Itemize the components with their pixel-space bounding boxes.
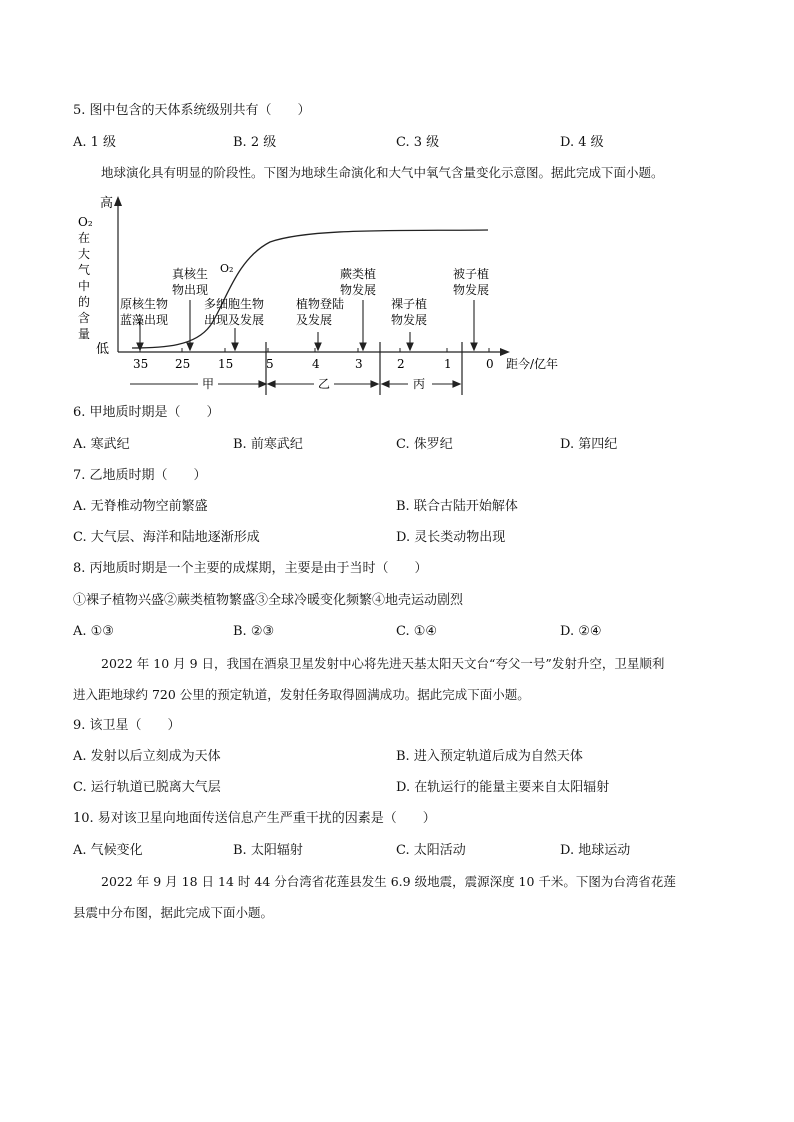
intro-evolution: 地球演化具有明显的阶段性。下图为地球生命演化和大气中氧气含量变化示意图。据此完成下面小题。 [101, 165, 664, 180]
q10-option-c: C. 太阳活动 [396, 843, 466, 858]
x-tick-label: 5 [266, 357, 274, 371]
q8-option-a: A. ①③ [73, 624, 114, 639]
q9-option-c: C. 运行轨道已脱离大气层 [73, 780, 221, 795]
y-title-char: 含 [78, 311, 91, 325]
intro-satellite-line1: 2022 年 10 月 9 日，我国在酒泉卫星发射中心将先进天基太阳天文台“夸父一号”发射升空，卫星顺利 [101, 656, 665, 671]
q8-option-b: B. ②③ [233, 624, 275, 639]
q6-option-d: D. 第四纪 [560, 437, 618, 452]
y-title-char: 的 [78, 295, 91, 309]
q10-stem: 10. 易对该卫星向地面传送信息产生严重干扰的因素是（ ） [73, 811, 436, 826]
intro-earthquake-line1: 2022 年 9 月 18 日 14 时 44 分台湾省花莲县发生 6.9 级地震，震源深度 10 千米。下图为台湾省花莲 [101, 874, 676, 889]
q6-option-a: A. 寒武纪 [73, 437, 130, 452]
q5-option-d: D. 4 级 [560, 135, 604, 150]
event-arrowhead [407, 343, 413, 350]
q5-option-c: C. 3 级 [396, 135, 440, 150]
x-tick-label: 3 [355, 357, 363, 371]
q5-stem: 5. 图中包含的天体系统级别共有（ ） [73, 103, 311, 118]
x-axis-unit: 距今/亿年 [506, 357, 559, 371]
event-label: 物发展 [453, 283, 490, 297]
q10-option-b: B. 太阳辐射 [233, 843, 303, 858]
event-label: 出现及发展 [204, 313, 265, 327]
event-label: 真核生 [172, 267, 209, 281]
q6-stem: 6. 甲地质时期是（ ） [73, 405, 220, 420]
y-axis-arrow [114, 196, 122, 206]
event-label: 被子植 [453, 267, 490, 281]
x-tick-label: 25 [175, 357, 191, 371]
event-arrowhead [315, 343, 321, 350]
y-title-char: 在 [78, 231, 91, 245]
q8-option-d: D. ②④ [560, 624, 602, 639]
q6-option-b: B. 前寒武纪 [233, 437, 303, 452]
q9-option-a: A. 发射以后立刻成为天体 [73, 749, 221, 764]
y-title-char: O₂ [78, 215, 93, 229]
q8-option-c: C. ①④ [396, 624, 438, 639]
event-arrowhead [187, 343, 193, 350]
y-high-label: 高 [100, 196, 114, 211]
q5-option-a: A. 1 级 [73, 135, 117, 150]
event-label: 植物登陆 [296, 297, 345, 311]
event-label: 原核生物 [120, 297, 169, 311]
event-label: 及发展 [296, 313, 333, 327]
event-label: 物出现 [172, 283, 209, 297]
q8-stem: 8. 丙地质时期是一个主要的成煤期，主要是由于当时（ ） [73, 561, 428, 576]
period-label-yi: 乙 [318, 377, 331, 391]
q10-option-d: D. 地球运动 [560, 843, 631, 858]
q5-option-b: B. 2 级 [233, 135, 277, 150]
event-label: 裸子植 [391, 297, 428, 311]
intro-satellite-line2: 进入距地球约 720 公里的预定轨道，发射任务取得圆满成功。据此完成下面小题。 [73, 687, 530, 702]
x-tick-label: 0 [486, 357, 494, 371]
x-tick-label: 2 [397, 357, 405, 371]
y-title-char: 量 [78, 327, 91, 341]
event-label: 物发展 [340, 283, 377, 297]
event-label: 蓝藻出现 [120, 313, 169, 327]
event-label: 蕨类植 [340, 267, 377, 281]
q7-stem: 7. 乙地质时期（ ） [73, 468, 207, 483]
evolution-oxygen-figure [70, 190, 590, 395]
y-title-char: 大 [78, 247, 91, 261]
x-tick-label: 35 [133, 357, 149, 371]
q9-option-d: D. 在轨运行的能量主要来自太阳辐射 [396, 780, 610, 795]
q7-option-d: D. 灵长类动物出现 [396, 530, 506, 545]
q9-stem: 9. 该卫星（ ） [73, 718, 181, 733]
y-title-char: 气 [78, 263, 91, 277]
event-arrowhead [471, 343, 477, 350]
oxygen-curve-label: O₂ [220, 262, 234, 275]
x-tick-label: 15 [218, 357, 234, 371]
period-label-jia: 甲 [202, 377, 215, 391]
event-label: 物发展 [391, 313, 428, 327]
intro-earthquake-line2: 县震中分布图，据此完成下面小题。 [73, 905, 274, 920]
event-label: 多细胞生物 [204, 297, 265, 311]
q7-option-b: B. 联合古陆开始解体 [396, 499, 518, 514]
period-label-bing: 丙 [413, 377, 426, 391]
x-tick-label: 1 [444, 357, 452, 371]
q7-option-a: A. 无脊椎动物空前繁盛 [73, 499, 208, 514]
y-axis-title [78, 215, 93, 341]
q10-option-a: A. 气候变化 [73, 843, 143, 858]
q7-option-c: C. 大气层、海洋和陆地逐渐形成 [73, 530, 260, 545]
q9-option-b: B. 进入预定轨道后成为自然天体 [396, 749, 583, 764]
q8-statements: ①裸子植物兴盛②蕨类植物繁盛③全球冷暖变化频繁④地壳运动剧烈 [73, 593, 464, 608]
y-low-label: 低 [96, 342, 110, 357]
x-tick-label: 4 [312, 357, 320, 371]
event-arrowhead [360, 343, 366, 350]
y-title-char: 中 [78, 279, 91, 293]
x-axis-arrow [500, 348, 510, 356]
q6-option-c: C. 侏罗纪 [396, 437, 453, 452]
event-arrowhead [232, 343, 238, 350]
